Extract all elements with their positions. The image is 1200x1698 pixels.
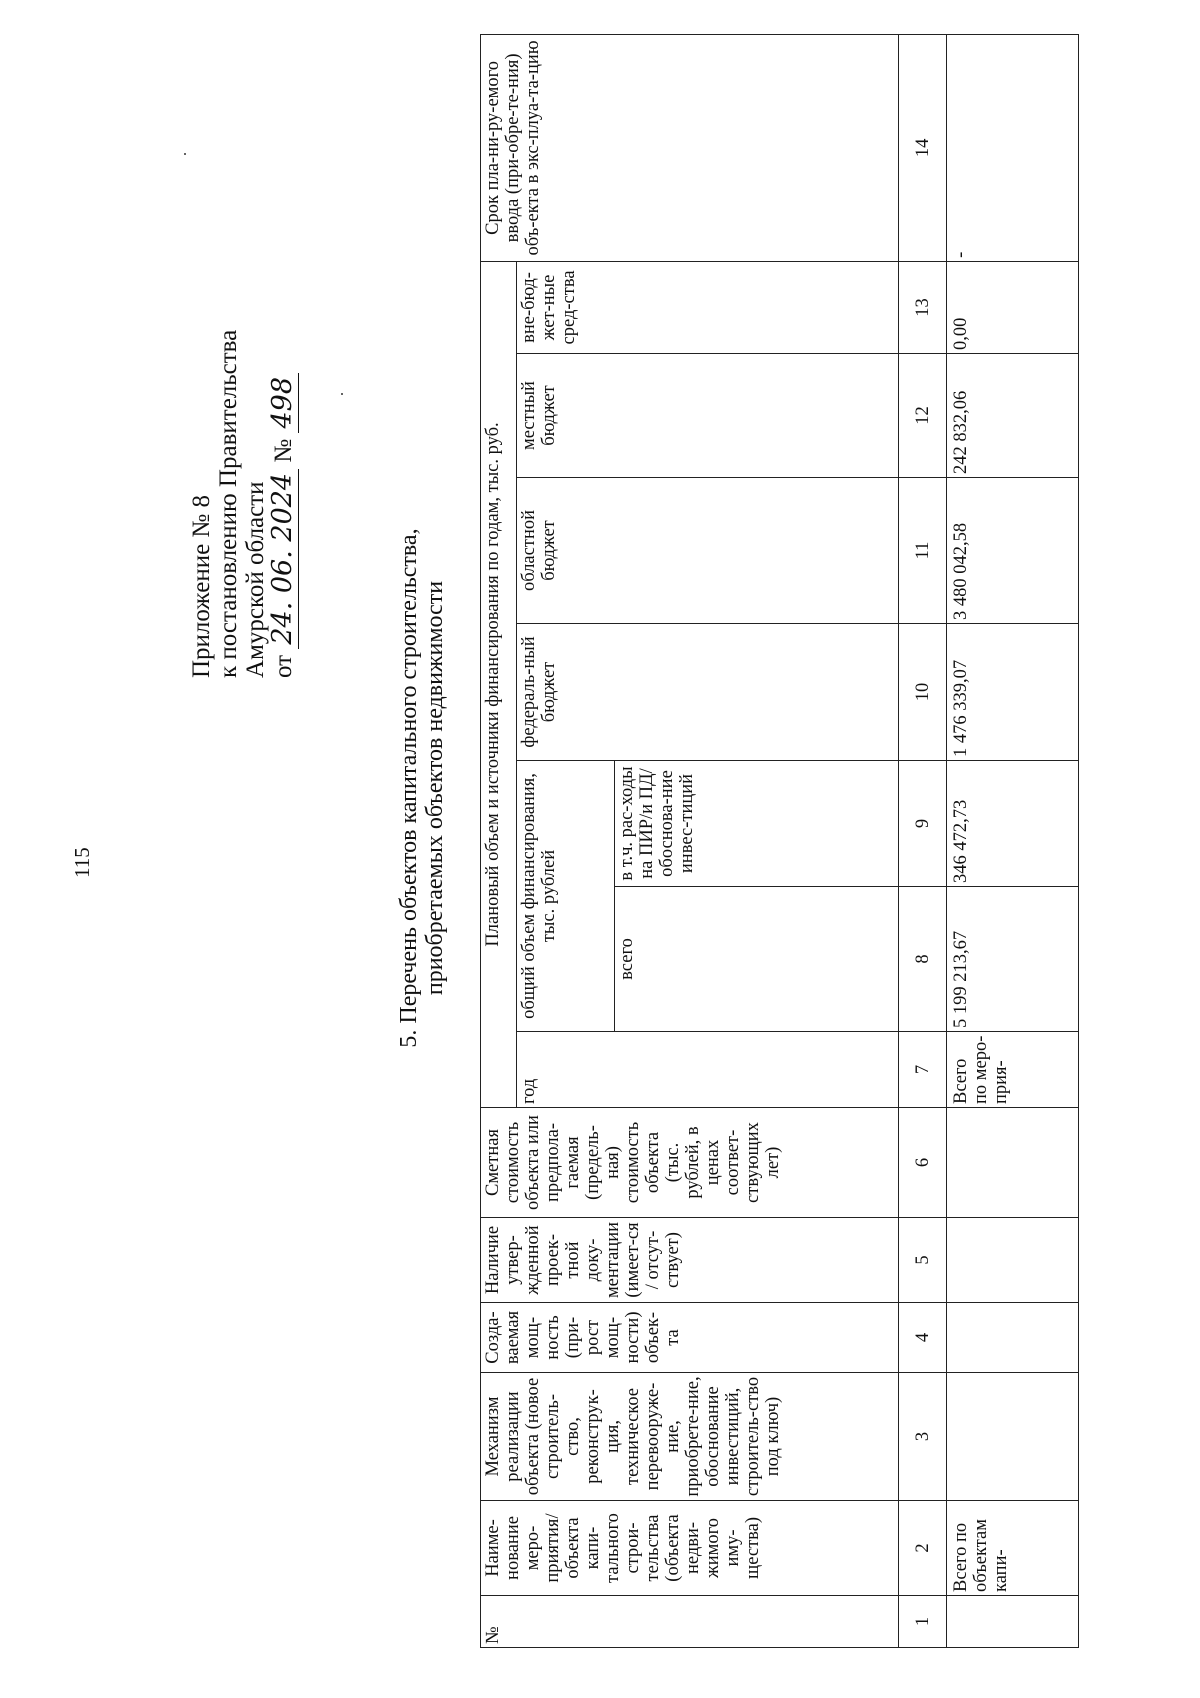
scan-speck bbox=[341, 393, 343, 395]
handwritten-number: 498 bbox=[267, 373, 299, 433]
appendix-header bbox=[188, 330, 297, 678]
colnum-5: 5 bbox=[899, 1218, 947, 1303]
number-label: № bbox=[270, 438, 297, 463]
header-c10: федераль-ный бюджет bbox=[517, 624, 899, 761]
header-c3: Механизм реализации объекта (новое строитель-ство, реконструк-ция, техническое перевооруже-ние, приобрете-ние, обоснование инвестиций, строитель-ство под ключ) bbox=[481, 1373, 899, 1501]
cell-c11: 3 480 042,58 bbox=[947, 478, 1079, 624]
header-total-group: общий объем финансирования, тыс. рублей bbox=[517, 761, 615, 1032]
colnum-4: 4 bbox=[899, 1303, 947, 1373]
colnum-14: 14 bbox=[899, 34, 947, 261]
column-number-row bbox=[899, 34, 947, 1647]
page-number: 115 bbox=[70, 847, 94, 878]
colnum-8: 8 bbox=[899, 887, 947, 1032]
colnum-7: 7 bbox=[899, 1032, 947, 1108]
appendix-line-1: Приложение № 8 bbox=[188, 494, 215, 678]
header-c1: № bbox=[481, 1596, 899, 1648]
header-c14: Срок пла-ни-ру-емого ввода (при-обре-те-ния) объ-екта в экс-плуа-та-цию bbox=[481, 34, 899, 261]
cell-c4 bbox=[947, 1303, 1079, 1373]
title-line-2: приобретаемых объектов недвижимости bbox=[422, 580, 448, 996]
header-c2: Наиме-нование меро-приятия/ объекта капи-тального строи-тельства (объекта недви-жимого иму-щества) bbox=[481, 1501, 899, 1596]
cell-c3 bbox=[947, 1373, 1079, 1501]
handwritten-date: 24. 06. 2024 bbox=[267, 469, 299, 649]
header-row-1 bbox=[481, 34, 517, 1647]
capital-construction-table bbox=[480, 34, 1079, 1648]
colnum-13: 13 bbox=[899, 261, 947, 353]
document-title bbox=[396, 438, 448, 1138]
header-group-financing: Плановый объем и источники финансирования по годам, тыс. руб. bbox=[481, 261, 517, 1107]
appendix-line-2: к постановлению Правительства bbox=[215, 329, 242, 678]
colnum-3: 3 bbox=[899, 1373, 947, 1501]
cell-c14: - bbox=[947, 34, 1079, 261]
table-row bbox=[947, 34, 1079, 1647]
header-c9: в т.ч. рас-ходы на ПИР/и ПД/ обоснова-ние инвес-тиций bbox=[615, 761, 899, 887]
header-c5: Наличие утвер-жденной проек-тной доку-ментации (имеет-ся / отсут-ствует) bbox=[481, 1218, 899, 1303]
header-c12: местный бюджет bbox=[517, 354, 899, 478]
header-c7: год bbox=[517, 1032, 899, 1108]
appendix-line-4 bbox=[269, 330, 297, 678]
cell-c7: Всего по меро-прия- bbox=[947, 1032, 1079, 1108]
from-label: от bbox=[270, 654, 297, 678]
cell-c8: 5 199 213,67 bbox=[947, 887, 1079, 1032]
cell-c2: Всего по объектам капи- bbox=[947, 1501, 1079, 1596]
appendix-line-3: Амурской области bbox=[242, 481, 269, 678]
cell-c10: 1 476 339,07 bbox=[947, 624, 1079, 761]
colnum-9: 9 bbox=[899, 761, 947, 887]
colnum-6: 6 bbox=[899, 1108, 947, 1218]
colnum-10: 10 bbox=[899, 624, 947, 761]
cell-c1 bbox=[947, 1596, 1079, 1648]
header-c4: Созда-ваемая мощ-ность (при-рост мощ-ности) объек-та bbox=[481, 1303, 899, 1373]
cell-c12: 242 832,06 bbox=[947, 354, 1079, 478]
header-c8: всего bbox=[615, 887, 899, 1032]
header-c11: областной бюджет bbox=[517, 478, 899, 624]
colnum-1: 1 bbox=[899, 1596, 947, 1648]
cell-c13: 0,00 bbox=[947, 261, 1079, 353]
colnum-11: 11 bbox=[899, 478, 947, 624]
title-line-1: 5. Перечень объектов капитального строительства, bbox=[396, 528, 422, 1048]
scan-speck bbox=[184, 153, 186, 155]
colnum-12: 12 bbox=[899, 354, 947, 478]
cell-c5 bbox=[947, 1218, 1079, 1303]
header-c13: вне-бюд-жет-ные сред-ства bbox=[517, 261, 899, 353]
header-c6: Сметная стоимость объекта или предпола-гаемая (предель-ная) стоимость объекта (тыс. рублей, в ценах соответ-ствующих лет) bbox=[481, 1108, 899, 1218]
colnum-2: 2 bbox=[899, 1501, 947, 1596]
cell-c9: 346 472,73 bbox=[947, 761, 1079, 887]
cell-c6 bbox=[947, 1108, 1079, 1218]
